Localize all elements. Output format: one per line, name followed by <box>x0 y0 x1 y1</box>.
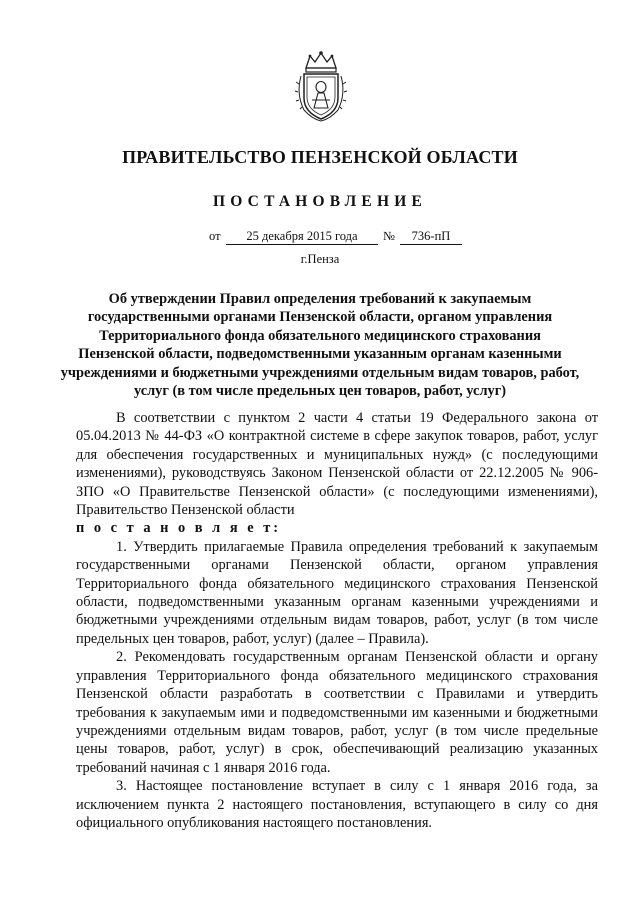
item-paragraph-3: 3. Настоящее постановление вступает в силу с 1 января 2016 года, за исключением пункта 2 настоящего постановления, вступающего в силу со дня официального опубликования настоящего постановления. <box>76 778 598 831</box>
preamble-text: В соответствии с пунктом 2 части 4 статьи 19 Федерального закона от 05.04.2013 № 44-ФЗ «О контрактной системе в сфере закупок товаров, работ, услуг для обеспечения государственных и муниципальных нужд» (с последующими изменениями), руководствуясь Законом Пензенской области от 22.12.2005 № 906-ЗПО «О Правительстве Пензенской области» (с последующими изменениями), Правительство Пензенской области <box>76 410 598 519</box>
preamble-paragraph <box>76 409 598 519</box>
coat-of-arms-icon <box>292 50 350 122</box>
city: г.Пенза <box>300 252 340 266</box>
resolves-paragraph <box>76 519 598 537</box>
item-paragraph-1: 1. Утвердить прилагаемые Правила определения требований к закупаемым государственными органами Пензенской области, органом управления Территориального фонда обязательного медицинского страхования Пензенской области, подведомственными указанным органам казенными учреждениями и бюджетными учреждениями отдельным видам товаров, работ, услуг (в том числе предельных цен товаров, работ, услуг) (далее – Правила). <box>76 538 598 647</box>
document-number: 736-пП <box>400 229 462 245</box>
date-prefix: от <box>209 229 221 243</box>
document-subject: Об утверждении Правил определения требований к закупаемым государственными органами Пензенской области, органом управления Территориального фонда обязательного медицинского страхования Пензенской области, подведомственными указанным органам казенными учреждениями и бюджетными учреждениями отдельным видам товаров, работ, услуг (в том числе предельных цен товаров, работ, услуг) <box>60 291 580 400</box>
number-sign: № <box>383 229 395 243</box>
document-type: ПОСТАНОВЛЕНИЕ <box>212 193 428 210</box>
item-paragraph-2: 2. Рекомендовать государственным органам Пензенской области и органу управления Территориального фонда обязательного медицинского страхования Пензенской области разработать в соответствии с Правилами и утвердить требования к закупаемым ими и подведомственными им казенными и бюджетными учреждениями отдельным видам товаров, работ, услуг (в том числе предельные цены товаров, работ, услуг) в срок, обеспечивающий реализацию указанных требований начиная с 1 января 2016 года. <box>76 649 598 776</box>
resolves-keyword: п о с т а н о в л я е т: <box>76 520 282 537</box>
document-date: 25 декабря 2015 года <box>226 229 378 245</box>
document-body <box>76 409 598 832</box>
date-number-line <box>0 229 640 247</box>
government-title: ПРАВИТЕЛЬСТВО ПЕНЗЕНСКОЙ ОБЛАСТИ <box>122 147 518 167</box>
